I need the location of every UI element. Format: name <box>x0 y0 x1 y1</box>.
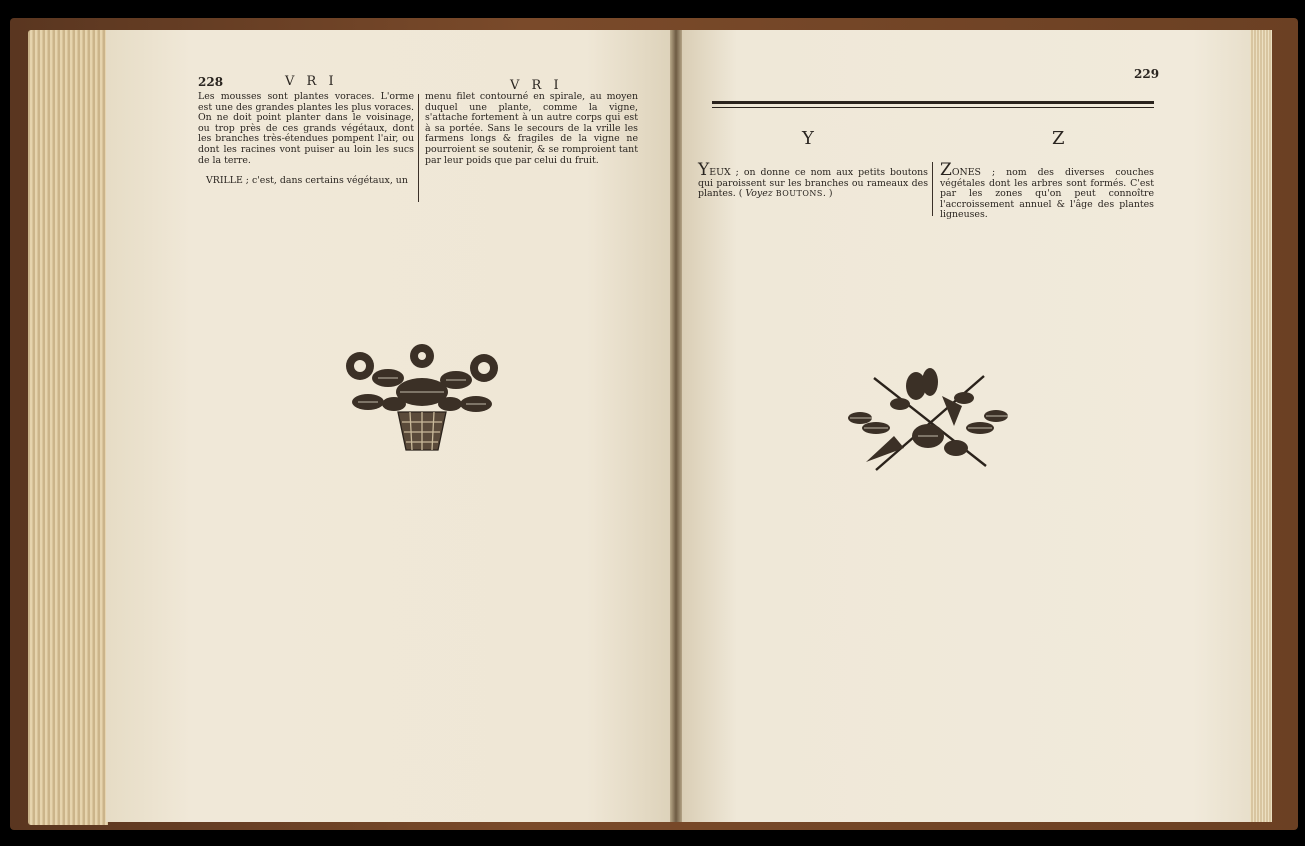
boutons-ref: BOUTONS <box>775 189 823 199</box>
entry-yeux <box>698 160 928 200</box>
zones-text: ONES ; nom des diverses couches végétales dont les arbres sont formés. C'est par les zones qu'on peut connoître l'accroissement annuel & l'âge des plantes ligneuses. <box>940 167 1154 221</box>
drop-initial-y: Y <box>698 160 710 180</box>
header-rule-thick <box>712 101 1154 104</box>
running-head-right: V R I <box>510 78 563 93</box>
page-edges-right <box>1248 30 1272 822</box>
entry-zones <box>940 160 1154 221</box>
paragraph-vrille: VRILLE ; c'est, dans certains végétaux, un <box>206 175 408 187</box>
right-column <box>425 92 638 166</box>
drop-initial-z: Z <box>940 160 952 180</box>
column-rule-right <box>932 162 933 216</box>
yeux-text: EUX ; on donne ce nom aux petits boutons qui paroissent sur les branches ou rameaux des plantes. ( <box>698 167 928 200</box>
page-number-left: 228 <box>198 75 224 89</box>
garden-tools-ornament <box>846 366 1012 478</box>
paragraph-vrille-cont: menu filet contourné en spirale, au moyen duquel une plante, comme la vigne, s'attache fortement à un autre corps qui est à sa portée. Sans le secours de la vrille les farmens longs & fragiles de la vigne ne pourroient se soutenir, & se romproient tant par leur poids que par celui du fruit. <box>425 91 638 166</box>
paragraph-mousses: Les mousses sont plantes voraces. L'orme est une des grandes plantes les plus voraces. On ne doit point planter dans le voisinage, ou trop près de ces grands végétaux, dont les branches très-étendues pompent l'air, ou dont les racines vont puiser au loin les sucs de la terre. <box>198 91 414 166</box>
yeux-close: . ) <box>822 188 833 200</box>
section-heading-z: Z <box>1052 128 1065 149</box>
page-number-right: 229 <box>1134 67 1160 81</box>
header-rule-thin <box>712 107 1154 108</box>
section-heading-y: Y <box>802 128 814 149</box>
voyez-text: Voyez <box>745 188 773 200</box>
left-column <box>198 92 414 187</box>
running-head-left: V R I <box>285 74 338 89</box>
column-rule-left <box>418 94 419 202</box>
gutter <box>670 30 682 822</box>
flower-basket-ornament <box>338 342 506 454</box>
page-edges-left <box>28 30 108 825</box>
